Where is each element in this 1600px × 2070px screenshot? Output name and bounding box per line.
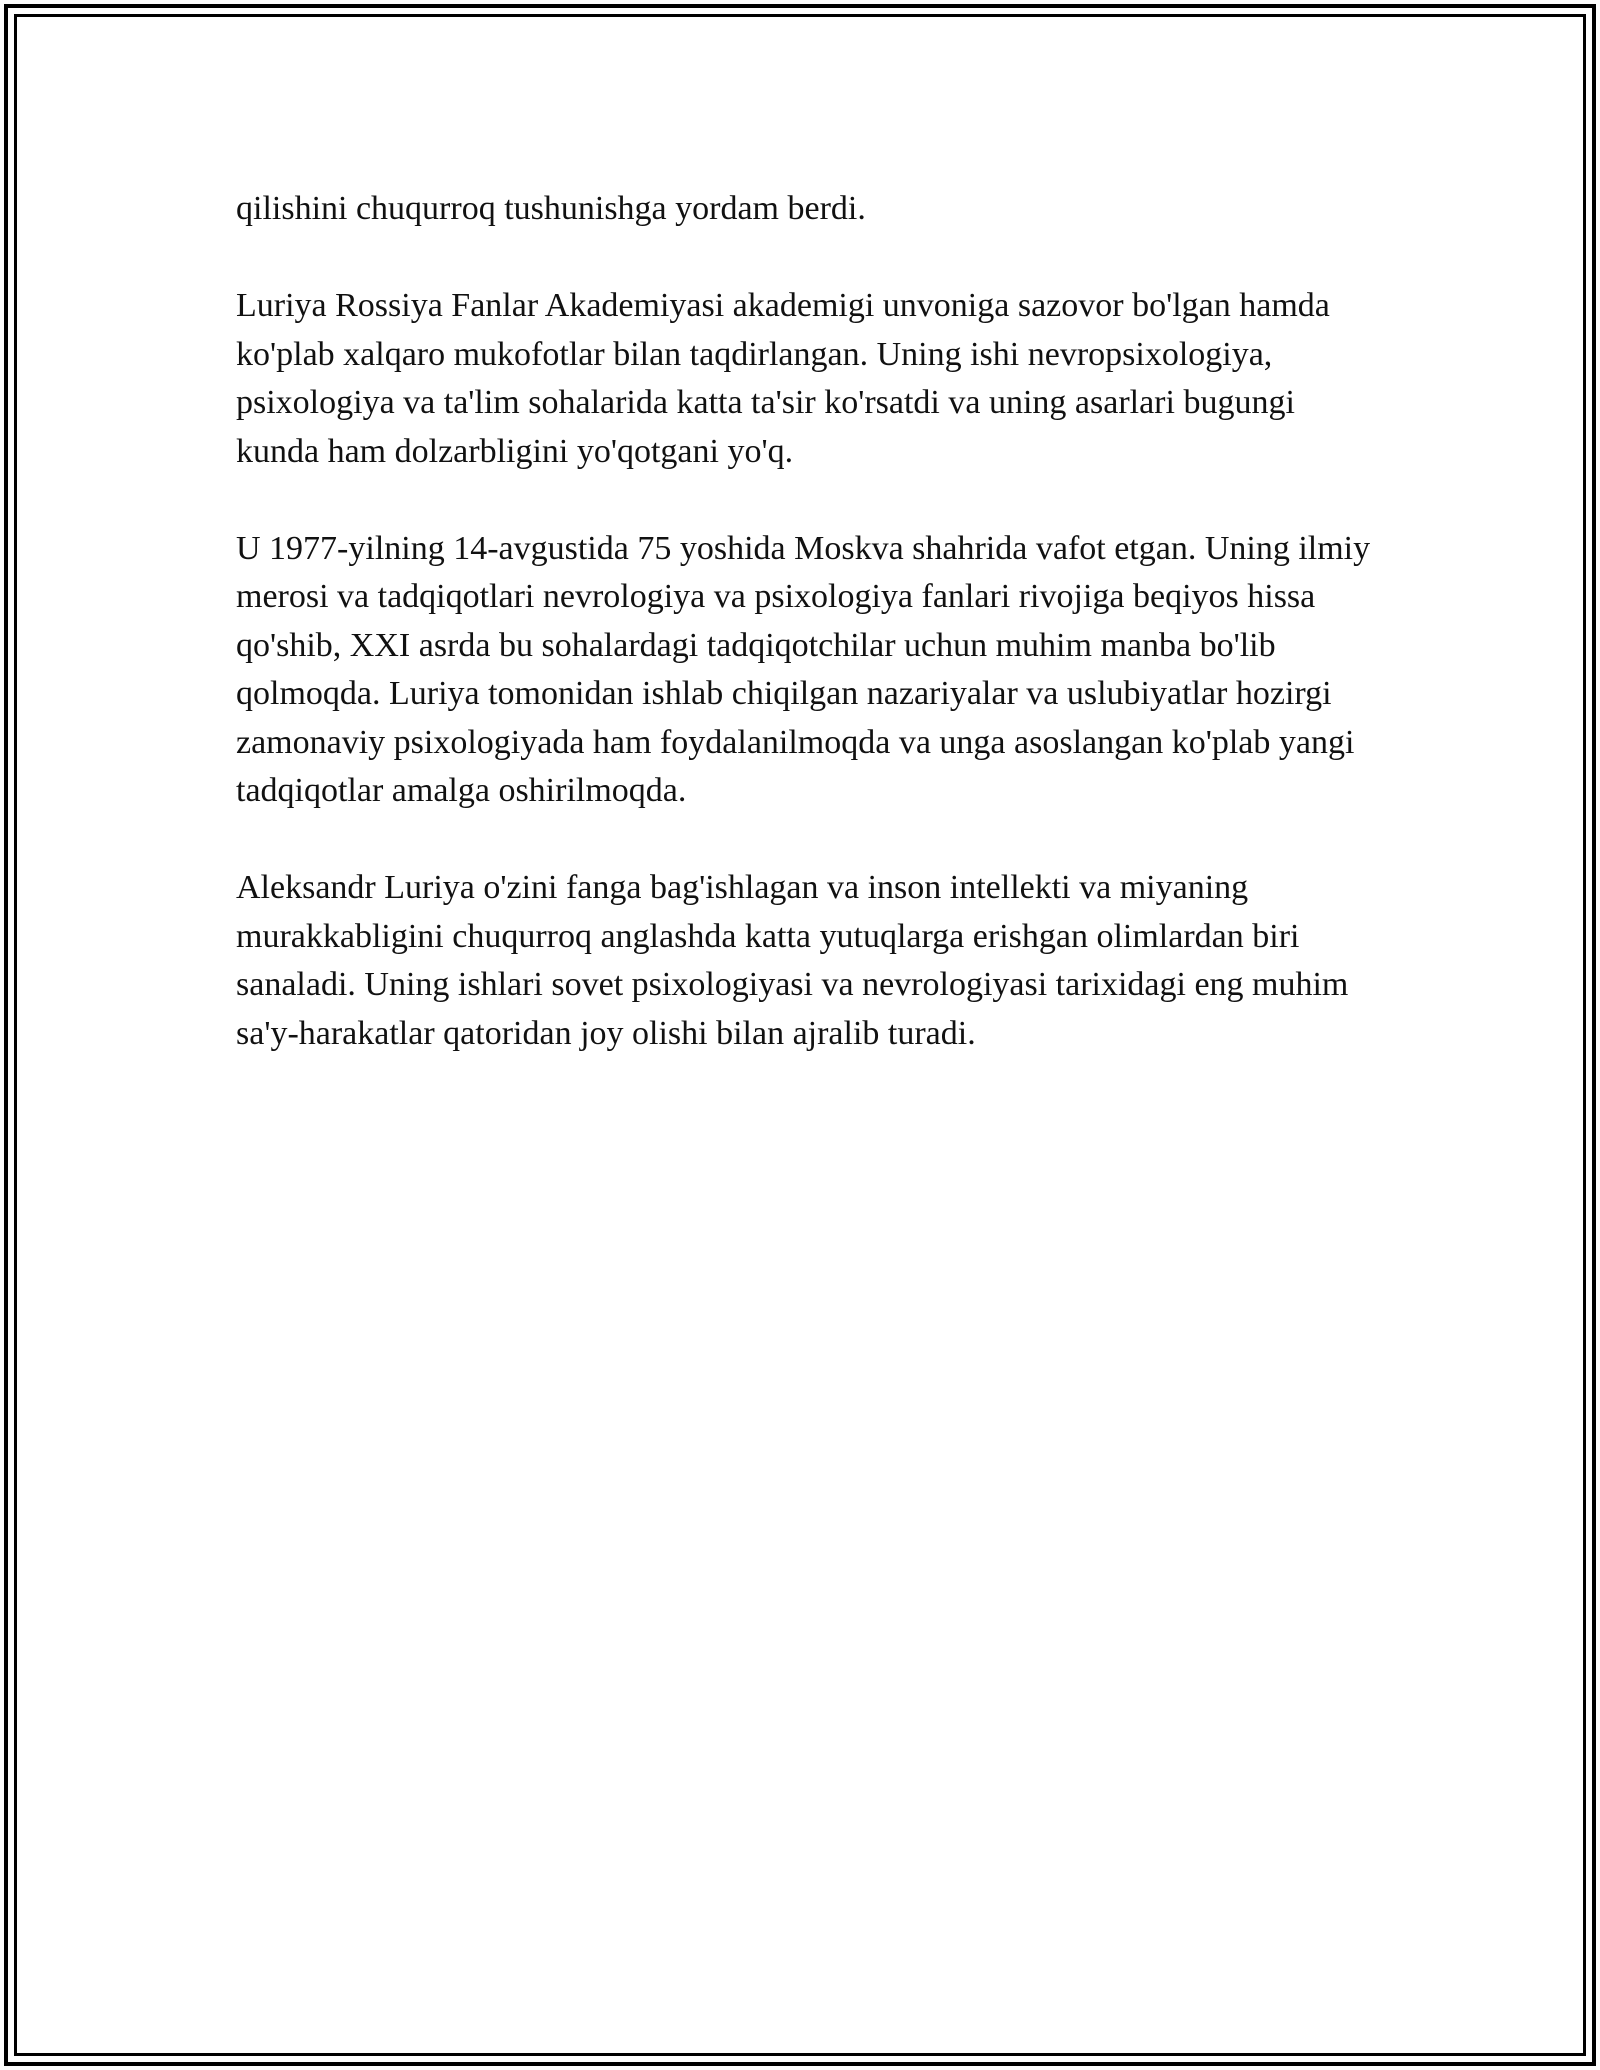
paragraph-4: Aleksandr Luriya o'zini fanga bag'ishlagan va inson intellekti va miyaning murakkabligini chuqurroq anglashda katta yutuqlarga erishgan olimlardan biri sanaladi. Uning ishlari sovet psixologiyasi va nevrologiyasi tarixidagi eng muhim sa'y-harakatlar qatoridan joy olishi bilan ajralib turadi. xyxy=(236,869,1349,1052)
paragraph-1: qilishini chuqurroq tushunishga yordam berdi. xyxy=(236,190,866,227)
paragraph-3: U 1977-yilning 14-avgustida 75 yoshida Moskva shahrida vafot etgan. Uning ilmiy merosi va tadqiqotlari nevrologiya va psixologiya fanlari rivojiga beqiyos hissa qo'shib, XXI asrda bu sohalardagi tadqiqotchilar uchun muhim manba bo'lib qolmoqda. Luriya tomonidan ishlab chiqilgan nazariyalar va uslubiyatlar hozirgi zamonaviy psixologiyada ham foydalanilmoqda va unga asoslangan ko'plab yangi tadqiqotlar amalga oshirilmoqda. xyxy=(236,529,1371,809)
paragraph-2: Luriya Rossiya Fanlar Akademiyasi akademigi unvoniga sazovor bo'lgan hamda ko'plab xalqaro mukofotlar bilan taqdirlangan. Uning ishi nevropsixologiya, psixologiya va ta'lim sohalarida katta ta'sir ko'rsatdi va uning asarlari bugungi kunda ham dolzarbligini yo'qotgani yo'q. xyxy=(236,287,1330,470)
document-body xyxy=(236,185,1376,1107)
